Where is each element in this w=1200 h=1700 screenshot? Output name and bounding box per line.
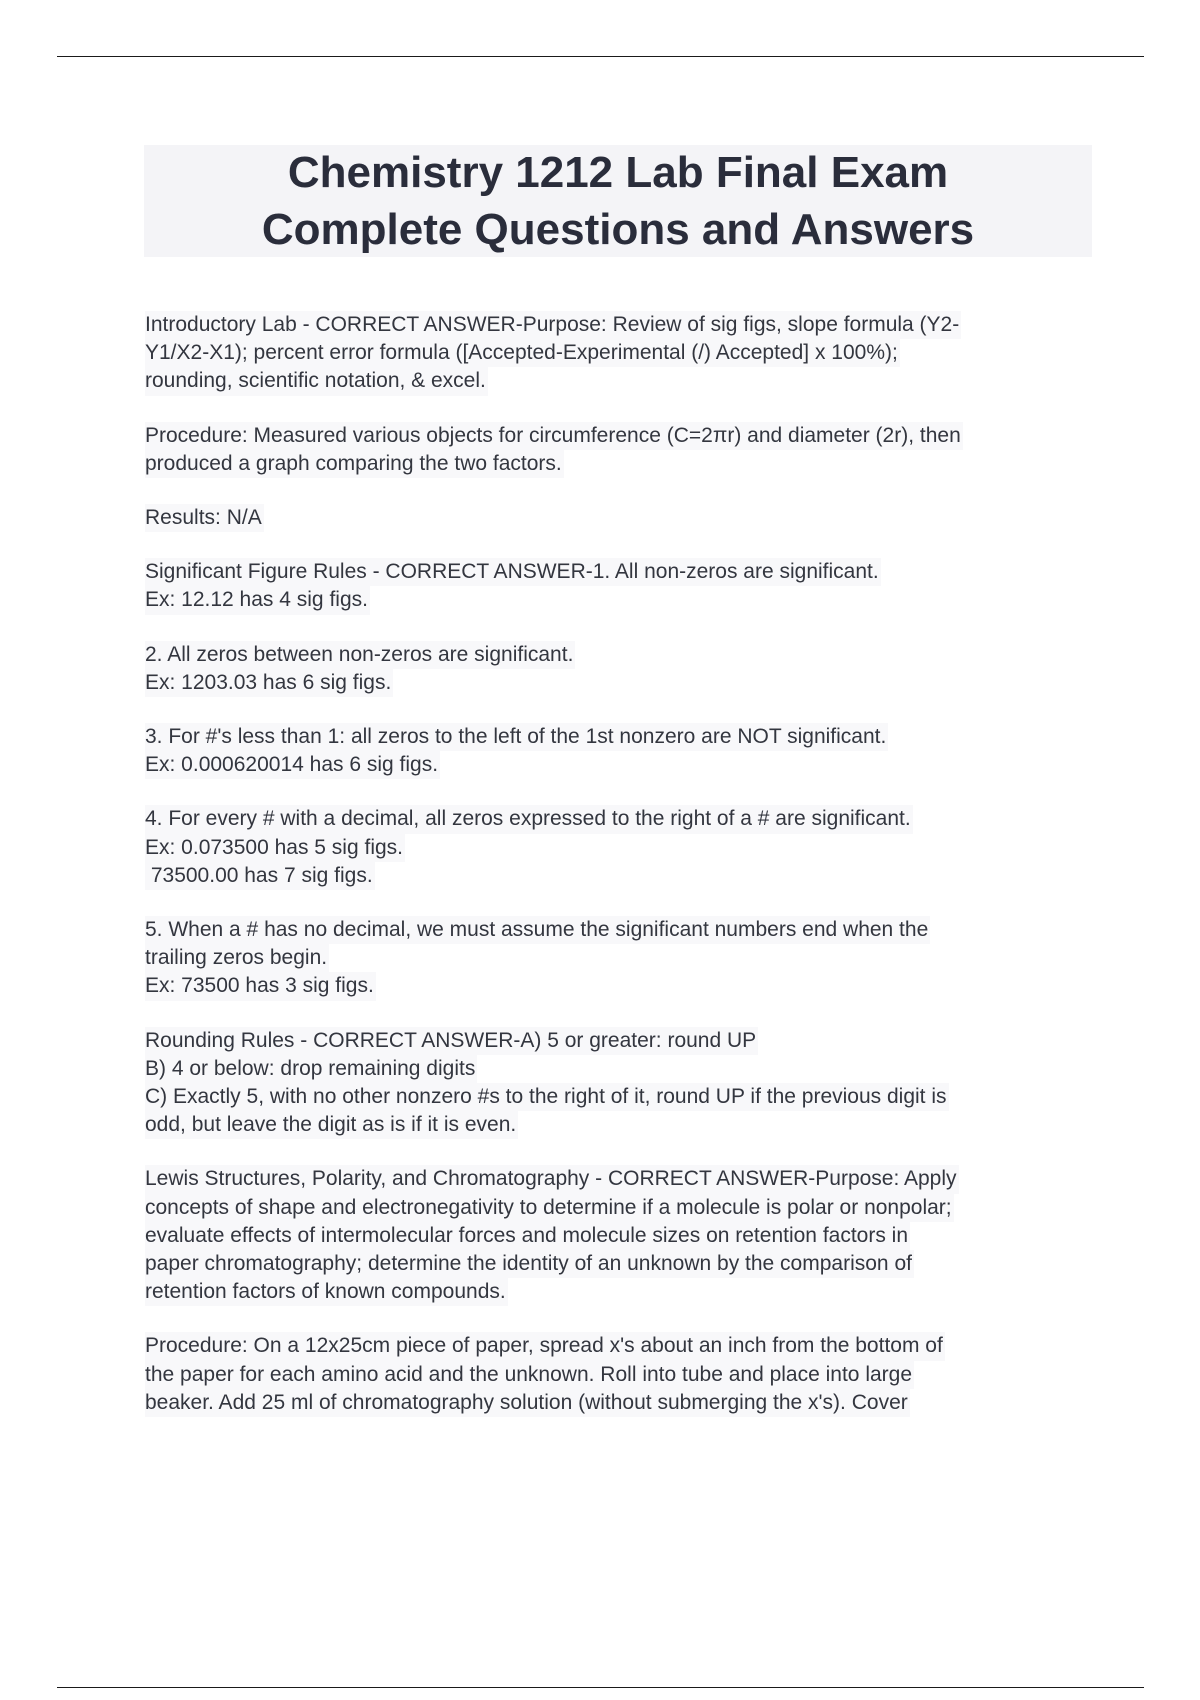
paragraph-intro-results — [145, 504, 1090, 532]
top-rule — [57, 56, 1144, 57]
text-line: 3. For #'s less than 1: all zeros to the left of the 1st nonzero are NOT significant. — [145, 723, 888, 751]
text-line: Ex: 0.000620014 has 6 sig figs. — [145, 751, 440, 779]
text-line: Significant Figure Rules - CORRECT ANSWER-1. All non-zeros are significant. — [145, 558, 881, 586]
paragraph-sig-fig-rule-2 — [145, 641, 1090, 697]
text-line: concepts of shape and electronegativity to determine if a molecule is polar or nonpolar; — [145, 1194, 954, 1222]
paragraph-lewis-procedure — [145, 1332, 1090, 1417]
title-line-2: Complete Questions and Answers — [261, 205, 975, 254]
text-line: paper chromatography; determine the identity of an unknown by the comparison of — [145, 1250, 914, 1278]
text-line: odd, but leave the digit as is if it is even. — [145, 1111, 518, 1139]
text-line: 2. All zeros between non-zeros are significant. — [145, 641, 575, 669]
text-line: B) 4 or below: drop remaining digits — [145, 1055, 477, 1083]
text-line: Ex: 12.12 has 4 sig figs. — [145, 586, 370, 614]
text-line: Procedure: On a 12x25cm piece of paper, spread x's about an inch from the bottom of — [145, 1332, 945, 1360]
title-line-1: Chemistry 1212 Lab Final Exam — [287, 148, 949, 197]
text-line: trailing zeros begin. — [145, 944, 329, 972]
paragraph-sig-fig-rule-4 — [145, 805, 1090, 890]
text-line: produced a graph comparing the two factors. — [145, 450, 564, 478]
text-line: 73500.00 has 7 sig figs. — [145, 862, 375, 890]
text-line: rounding, scientific notation, & excel. — [145, 367, 488, 395]
paragraph-rounding-rules — [145, 1027, 1090, 1140]
text-line: Ex: 0.073500 has 5 sig figs. — [145, 834, 405, 862]
text-line: retention factors of known compounds. — [145, 1278, 508, 1306]
text-line: Lewis Structures, Polarity, and Chromatography - CORRECT ANSWER-Purpose: Apply — [145, 1165, 959, 1193]
text-line: Introductory Lab - CORRECT ANSWER-Purpose: Review of sig figs, slope formula (Y2- — [145, 311, 961, 339]
text-line: Procedure: Measured various objects for circumference (C=2πr) and diameter (2r), then — [145, 422, 963, 450]
paragraph-sig-fig-rule-5 — [145, 916, 1090, 1001]
text-line: Ex: 1203.03 has 6 sig figs. — [145, 669, 393, 697]
paragraph-intro-lab — [145, 311, 1090, 396]
paragraph-sig-fig-rule-1 — [145, 558, 1090, 614]
text-line: 5. When a # has no decimal, we must assume the significant numbers end when the — [145, 916, 930, 944]
paragraph-intro-procedure — [145, 422, 1090, 478]
document-body — [145, 311, 1090, 1443]
bottom-rule — [57, 1687, 1144, 1688]
text-line: the paper for each amino acid and the unknown. Roll into tube and place into large — [145, 1361, 914, 1389]
text-line: Results: N/A — [145, 504, 264, 532]
paragraph-sig-fig-rule-3 — [145, 723, 1090, 779]
paragraph-lewis-structures — [145, 1165, 1090, 1306]
text-line: 4. For every # with a decimal, all zeros expressed to the right of a # are significant. — [145, 805, 913, 833]
text-line: Rounding Rules - CORRECT ANSWER-A) 5 or greater: round UP — [145, 1027, 758, 1055]
text-line: Ex: 73500 has 3 sig figs. — [145, 972, 376, 1000]
text-line: C) Exactly 5, with no other nonzero #s to the right of it, round UP if the previous digit is — [145, 1083, 949, 1111]
document-title — [144, 145, 1092, 257]
text-line: beaker. Add 25 ml of chromatography solution (without submerging the x's). Cover — [145, 1389, 910, 1417]
text-line: Y1/X2-X1); percent error formula ([Accepted-Experimental (/) Accepted] x 100%); — [145, 339, 900, 367]
text-line: evaluate effects of intermolecular forces and molecule sizes on retention factors in — [145, 1222, 910, 1250]
